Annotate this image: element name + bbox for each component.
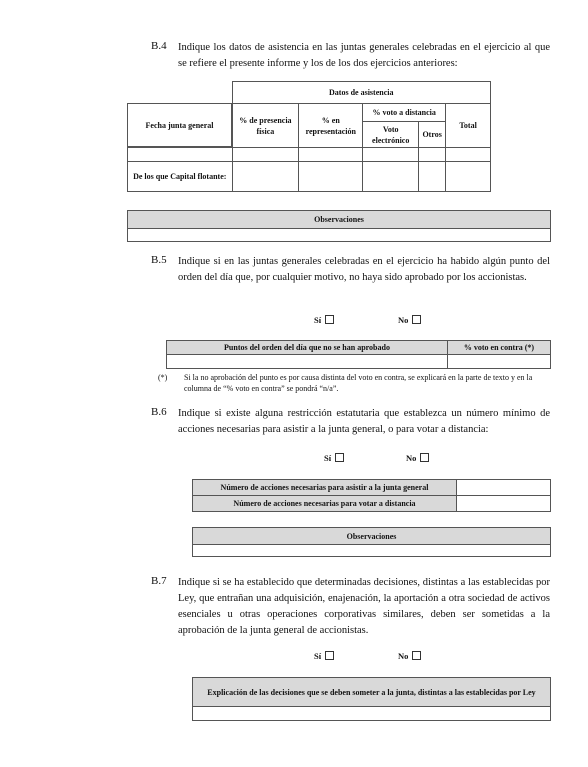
cell[interactable] xyxy=(299,162,363,192)
cell[interactable] xyxy=(446,148,491,162)
b5-footnote-mark: (*) xyxy=(158,373,168,382)
b4-observaciones-field[interactable] xyxy=(127,228,551,242)
b7-explicacion-field[interactable] xyxy=(192,706,551,721)
b5-voto-field[interactable] xyxy=(447,354,551,369)
b6-observaciones-header: Observaciones xyxy=(192,527,551,545)
attendance-group-header: Datos de asistencia xyxy=(232,82,490,104)
acciones-votar-field[interactable] xyxy=(456,495,551,512)
b5-no-checkbox[interactable] xyxy=(412,315,421,324)
b7-si-checkbox[interactable] xyxy=(325,651,334,660)
col-voto-distancia: % voto a distancia xyxy=(363,104,446,122)
b5-si-label: Sí xyxy=(314,315,322,325)
b7-no-label: No xyxy=(398,651,409,661)
col-voto-en-contra: % voto en contra (*) xyxy=(447,340,551,355)
b6-no-label: No xyxy=(406,453,417,463)
row-capital-flotante: De los que Capital flotante: xyxy=(128,162,233,192)
cell[interactable] xyxy=(363,162,419,192)
b6-si-label: Sí xyxy=(324,453,332,463)
section-b5-number: B.5 xyxy=(151,254,167,266)
b5-puntos-field[interactable] xyxy=(166,354,448,369)
cell[interactable] xyxy=(232,162,299,192)
b5-footnote: Si la no aprobación del punto es por causa distinta del voto en contra, se explicará en la parte de texto y en la columna de “% voto en contra” se pondrá “n/a”. xyxy=(184,373,533,393)
b5-no-label: No xyxy=(398,315,409,325)
col-fecha-junta-general: Fecha junta general xyxy=(127,103,232,147)
b5-si-checkbox[interactable] xyxy=(325,315,334,324)
col-puntos-no-aprobados: Puntos del orden del día que no se han aprobado xyxy=(166,340,448,355)
b6-si-checkbox[interactable] xyxy=(335,453,344,462)
b6-observaciones-field[interactable] xyxy=(192,544,551,557)
cell[interactable] xyxy=(363,148,419,162)
col-otros: Otros xyxy=(419,122,446,148)
section-b6-text: Indique si existe alguna restricción estatutaria que establezca un número mínimo de acciones necesarias para asistir a la junta general, o para votar a distancia: xyxy=(178,408,550,435)
cell[interactable] xyxy=(446,162,491,192)
col-representacion: % en representación xyxy=(299,104,363,148)
cell[interactable] xyxy=(419,162,446,192)
section-b4-number: B.4 xyxy=(151,40,167,52)
section-b7-text: Indique si se ha establecido que determinadas decisiones, distintas a las establecidas por Ley, que entrañan una adquisición, enajenación, la aportación a otra sociedad de activos esenciales u otras operaciones corporativas similares, deben ser sometidas a la aprobación de la junta general de accionistas. xyxy=(178,577,550,636)
col-presencia-fisica: % de presencia física xyxy=(232,104,299,148)
row-acciones-asistir: Número de acciones necesarias para asistir a la junta general xyxy=(192,479,457,496)
section-b4-text: Indique los datos de asistencia en las juntas generales celebradas en el ejercicio al que se refiere el presente informe y los de los dos ejercicios anteriores: xyxy=(178,42,550,69)
b6-no-checkbox[interactable] xyxy=(420,453,429,462)
section-b7-number: B.7 xyxy=(151,575,167,587)
acciones-asistir-field[interactable] xyxy=(456,479,551,496)
cell-fecha-1[interactable] xyxy=(128,148,233,162)
cell[interactable] xyxy=(419,148,446,162)
col-voto-electronico: Voto electrónico xyxy=(363,122,419,148)
section-b5-text: Indique si en las juntas generales celebradas en el ejercicio ha habido algún punto del orden del día que, por cualquier motivo, no haya sido aprobado por los accionistas. xyxy=(178,256,550,283)
b4-observaciones-header: Observaciones xyxy=(127,210,551,229)
b7-si-label: Sí xyxy=(314,651,322,661)
section-b6-number: B.6 xyxy=(151,406,167,418)
row-acciones-votar: Número de acciones necesarias para votar a distancia xyxy=(192,495,457,512)
b7-explicacion-header: Explicación de las decisiones que se deben someter a la junta, distintas a las establecidas por Ley xyxy=(192,677,551,707)
cell[interactable] xyxy=(232,148,299,162)
col-total: Total xyxy=(446,104,491,148)
cell[interactable] xyxy=(299,148,363,162)
b7-no-checkbox[interactable] xyxy=(412,651,421,660)
